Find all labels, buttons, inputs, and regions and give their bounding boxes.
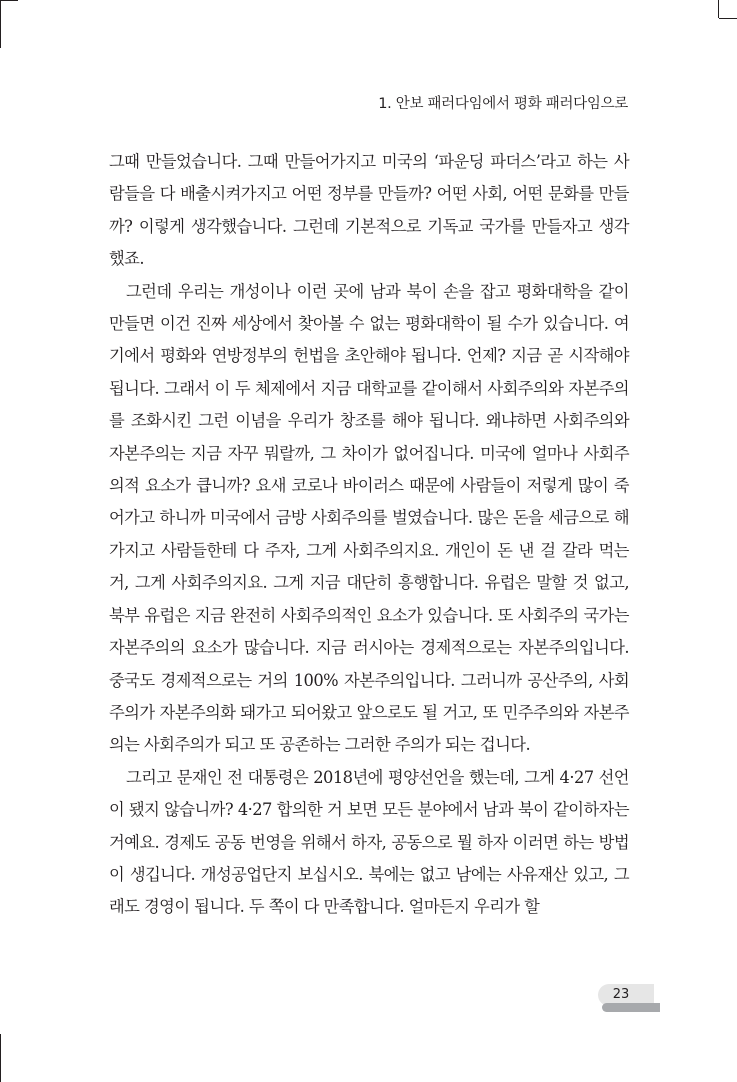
page-number-tab (598, 984, 654, 1006)
crop-mark-bottom-left-vertical (0, 1034, 1, 1082)
crop-mark-top-right-vertical (718, 0, 719, 18)
paragraph-1: 그때 만들었습니다. 그때 만들어가지고 미국의 ‘파운딩 파더스’라고 하는 사람들을 다 배출시켜가지고 어떤 정부를 만들까? 어떤 사회, 어떤 문화를 만들까? 이렇게 생각했습니다. 그런데 기본적으로 기독교 국가를 만들자고 생각했죠. (109, 152, 629, 269)
crop-mark-top-left-horizontal (0, 0, 18, 1)
running-header-title: 1. 안보 패러다임에서 평화 패러다임으로 (378, 96, 628, 112)
paragraph-2: 그런데 우리는 개성이나 이런 곳에 남과 북이 손을 잡고 평화대학을 같이 만들면 이건 진짜 세상에서 찾아볼 수 없는 평화대학이 될 수가 있습니다. 여기에서 평화와 연방정부의 헌법을 초안해야 됩니다. 언제? 지금 곧 시작해야 됩니다. 그래서 이 두 체제에서 지금 대학교를 같이해서 사회주의와 자본주의를 조화시킨 그런 이념을 우리가 창조를 해야 됩니다. 왜냐하면 사회주의와 자본주의는 지금 자꾸 뭐랄까, 그 차이가 없어집니다. 미국에 얼마나 사회주의적 요소가 큽니까? 요새 코로나 바이러스 때문에 사람들이 저렇게 많이 죽어가고 하니까 미국에서 금방 사회주의를 벌였습니다. 많은 돈을 세금으로 해가지고 사람들한테 다 주자, 그게 사회주의지요. 개인이 돈 낸 걸 갈라 먹는 거, 그게 사회주의지요. 그게 지금 대단히 흥행합니다. 유럽은 말할 것 없고, 북부 유럽은 지금 완전히 사회주의적인 요소가 있습니다. 또 사회주의 국가는 자본주의의 요소가 많습니다. 지금 러시아는 경제적으로는 자본주의입니다. 중국도 경제적으로는 거의 100% 자본주의입니다. 그러니까 공산주의, 사회주의가 자본주의화 돼가고 되어왔고 앞으로도 될 거고, 또 민주주의와 자본주의는 사회주의가 되고 또 공존하는 그러한 주의가 되는 겁니다. (109, 281, 629, 755)
paragraph-3: 그리고 문재인 전 대통령은 2018년에 평양선언을 했는데, 그게 4·27 선언이 됐지 않습니까? 4·27 합의한 거 보면 모든 분야에서 남과 북이 같이하자는 거예요. 경제도 공동 번영을 위해서 하자, 공동으로 뭘 하자 이러면 하는 방법이 생깁니다. 개성공업단지 보십시오. 북에는 없고 남에는 사유재산 있고, 그래도 경영이 됩니다. 두 쪽이 다 만족합니다. 얼마든지 우리가 할 (109, 767, 629, 917)
crop-mark-top-left-vertical (0, 0, 1, 48)
crop-mark-top-right-horizontal (719, 18, 737, 19)
page-number: 23 (612, 987, 630, 1002)
body-text (109, 146, 629, 924)
